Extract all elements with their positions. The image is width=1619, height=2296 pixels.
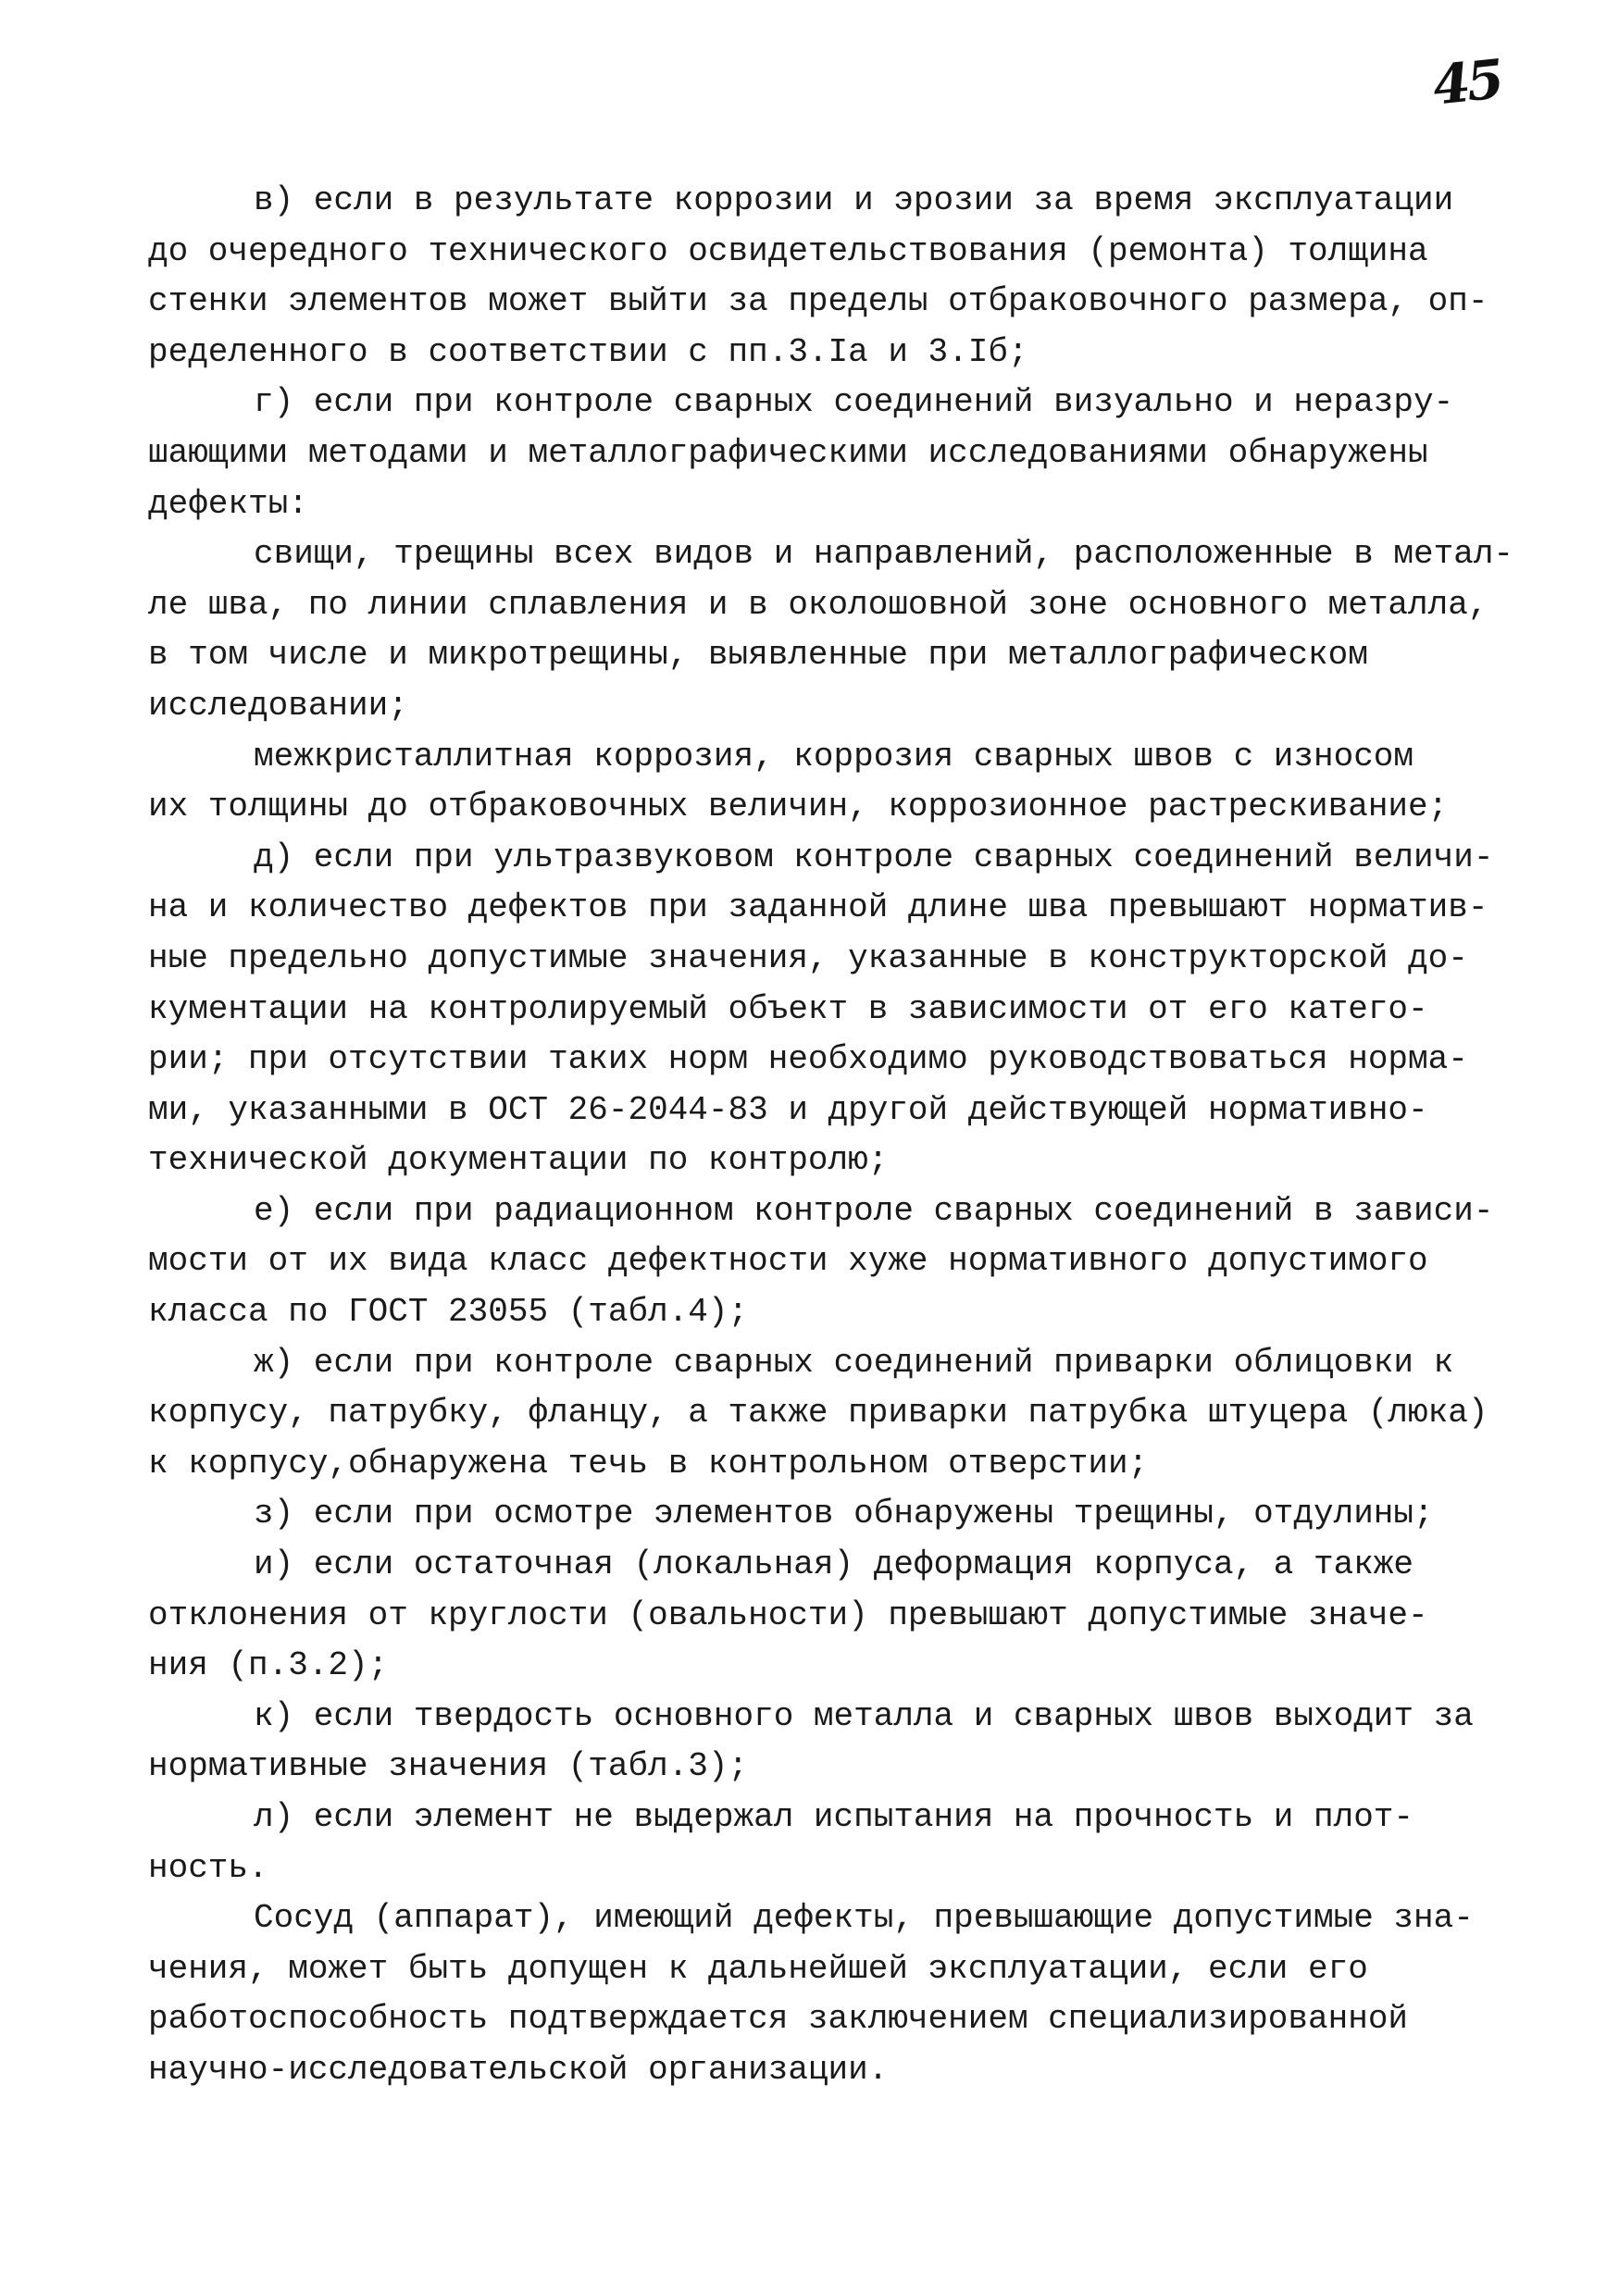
text-line: кументации на контролируемый объект в зависимости от его катего- [148,989,1428,1028]
text-line: Сосуд (аппарат), имеющий дефекты, превышающие допустимые зна- [254,1899,1474,1938]
document-body [148,176,1514,2096]
text-line: межкристаллитная коррозия, коррозия сварных швов с износом [254,737,1414,776]
text-line: стенки элементов может выйти за пределы отбраковочного размера, оп- [148,282,1488,321]
text-line: отклонения от круглости (овальности) превышают допустимые значе- [148,1595,1428,1634]
text-line: исследовании; [148,686,408,725]
text-line: чения, может быть допущен к дальнейшей эксплуатации, если его [148,1949,1368,1988]
text-line: технической документации по контролю; [148,1141,889,1180]
text-line: дефекты: [148,484,308,523]
text-line: научно-исследовательской организации. [148,2050,889,2089]
text-line: з) если при осмотре элементов обнаружены трещины, отдулины; [254,1495,1434,1533]
text-line: к корпусу,обнаружена течь в контрольном отверстии; [148,1444,1149,1483]
text-line: их толщины до отбраковочных величин, коррозионное растрескивание; [148,788,1449,826]
text-line: и) если остаточная (локальная) деформация корпуса, а также [254,1545,1414,1584]
text-line: е) если при радиационном контроле сварных соединений в зависи- [254,1191,1494,1230]
text-line: мости от их вида класс дефектности хуже нормативного допустимого [148,1242,1428,1281]
text-line: на и количество дефектов при заданной длине шва превышают норматив- [148,888,1488,927]
text-line: нормативные значения (табл.3); [148,1747,749,1786]
text-line: в) если в результате коррозии и эрозии за время эксплуатации [254,181,1454,219]
text-line: ле шва, по линии сплавления и в околошовной зоне основного металла, [148,585,1488,624]
text-line: ные предельно допустимые значения, указанные в конструкторской до- [148,938,1468,977]
text-line: рии; при отсутствии таких норм необходимо руководствоваться норма- [148,1040,1468,1079]
text-line: в том числе и микротрещины, выявленные при металлографическом [148,636,1368,675]
text-line: свищи, трещины всех видов и направлений, расположенные в метал- [254,535,1514,574]
text-line: работоспособность подтверждается заключением специализированной [148,2000,1409,2039]
text-line: ность. [148,1848,268,1887]
text-line: ния (п.3.2); [148,1646,389,1685]
page-number: 45 [1429,47,1504,118]
text-line: г) если при контроле сварных соединений визуально и неразру- [254,383,1454,422]
text-line: л) если элемент не выдержал испытания на прочность и плот- [254,1798,1414,1836]
text-line: ми, указанными в ОСТ 26-2044-83 и другой действующей нормативно- [148,1090,1428,1129]
text-line: класса по ГОСТ 23055 (табл.4); [148,1293,749,1332]
text-line: к) если твердость основного металла и сварных швов выходит за [254,1696,1474,1735]
text-line: корпусу, патрубку, фланцу, а также приварки патрубка штуцера (люка) [148,1394,1488,1433]
text-line: ределенного в соответствии с пп.3.Iа и 3.Iб; [148,332,1028,371]
text-line: ж) если при контроле сварных соединений приварки облицовки к [254,1343,1454,1382]
text-line: до очередного технического освидетельствования (ремонта) толщина [148,231,1428,270]
text-line: шающими методами и металлографическими исследованиями обнаружены [148,433,1428,472]
text-line: д) если при ультразвуковом контроле сварных соединений величи- [254,838,1494,876]
